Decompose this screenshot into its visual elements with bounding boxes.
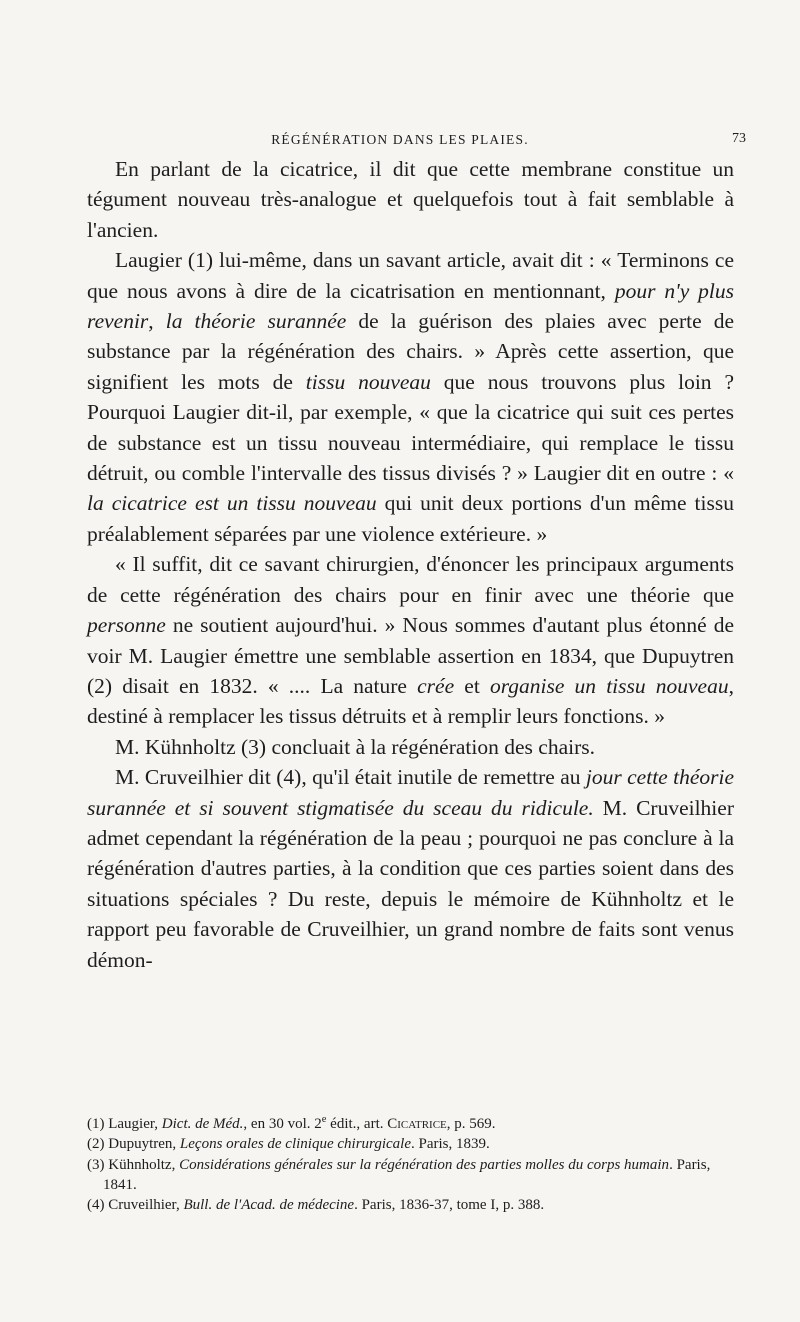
italic-text: un tissu nouveau (574, 673, 729, 698)
footnote (87, 1110, 734, 1134)
page-number: 73 (732, 131, 746, 146)
italic-text: Considérations générales sur la régénération des parties molles du corps humain (179, 1156, 670, 1173)
italic-text: pour n'y plus revenir (87, 278, 734, 334)
italic-text: tissu nouveau (305, 369, 431, 394)
text-run: M. Cruveilhier admet cependant la régénération de la peau ; pourquoi ne pas conclure à la régénération d'autres parties, à la condition que ces parties soient dans des situations spéciales ? Du reste, depuis le mémoire de Kühnholtz et le rapport peu favorable de Cruveilhier, un grand nombre de faits sont venus démon- (87, 795, 734, 972)
text-run: M. Kühnholtz (3) concluait à la régénération des chairs. (115, 734, 595, 759)
text-run: (1) Laugier, (87, 1116, 162, 1132)
text-run: ne soutient aujourd'hui. » Nous sommes d'autant plus étonné de voir M. Laugier émettre une semblable assertion en 1834, que Dupuytren (2) disait en 1832. « .... La nature (87, 613, 734, 698)
italic-text: la cicatrice est un tissu nouveau (87, 491, 377, 516)
italic-text: Bull. de l'Acad. de médecine (183, 1197, 355, 1214)
text-run (564, 674, 574, 698)
paragraph (87, 762, 734, 975)
italic-text: jour cette théorie surannée et si souvent stigmatisée du sceau du ridicule. (87, 765, 734, 820)
text-run: En parlant de la cicatrice, il dit que cette membrane constitue un tégument nouveau très-analogue et quelquefois tout à fait semblable à l'ancien. (87, 157, 734, 242)
text-run: édit., art. (326, 1116, 388, 1132)
body-text (87, 154, 734, 975)
footnotes (87, 1110, 734, 1215)
text-run: , (148, 309, 166, 334)
text-run: et (454, 673, 490, 698)
paragraph (87, 732, 734, 762)
paragraph (87, 154, 734, 245)
text-run: « Il suffit, dit ce savant chirurgien, d'énoncer les principaux arguments de cette régénération des chairs pour en finir avec une théorie que (87, 552, 734, 607)
running-head (0, 130, 800, 152)
footnote (87, 1195, 734, 1215)
text-run: Laugier (1) lui-même, dans un savant article, avait dit : « Terminons ce que nous avons à dire de la cicatrisation en mentionnant, (87, 248, 734, 303)
italic-text: crée (417, 673, 455, 698)
italic-text: personne (87, 613, 166, 638)
paragraph (87, 549, 734, 731)
text-run: de la guérison des plaies avec perte de substance par la régénération des chairs. » Après cette assertion, que signifient les mots de (87, 309, 734, 394)
italic-text: la théorie surannée (165, 309, 347, 334)
text-run: , destiné à remplacer les tissus détruits et à remplir leurs fonctions. » (87, 673, 734, 729)
text-run: . Paris, 1836-37, tome I, p. 388. (354, 1197, 545, 1214)
italic-text: organise (489, 673, 565, 698)
footnote (87, 1134, 734, 1154)
text-run: que nous trouvons plus loin ? Pourquoi Laugier dit-il, par exemple, « que la cicatrice qui suit ces pertes de substance est un tissu nouveau intermédiaire, qui remplace le tissu détruit, ou comble l'intervalle des tissus divisés ? » Laugier dit en outre : « (87, 369, 734, 486)
text-run: , p. 569. (446, 1116, 496, 1132)
italic-text: Dict. de Méd. (161, 1116, 244, 1132)
text-run: . Paris, 1839. (410, 1136, 490, 1153)
text-run: (4) Cruveilhier, (87, 1197, 184, 1214)
footnote (87, 1155, 734, 1196)
text-run: (2) Dupuytren, (87, 1136, 180, 1153)
text-run: qui unit deux portions d'un même tissu préalablement séparées par une violence extérieure. » (87, 491, 734, 546)
running-title: RÉGÉNÉRATION DANS LES PLAIES. (271, 132, 529, 147)
text-run: (3) Kühnholtz, (87, 1156, 180, 1173)
superscript-text: e (321, 1114, 327, 1125)
text-run: , en 30 vol. 2 (243, 1116, 322, 1132)
text-run: M. Cruveilhier dit (4), qu'il était inutile de remettre au (115, 765, 586, 790)
text-run: . Paris, 1841. (103, 1156, 711, 1193)
paragraph (87, 245, 734, 549)
italic-text: Leçons orales de clinique chirurgicale (179, 1136, 411, 1153)
text-run: Cicatrice (387, 1116, 447, 1132)
